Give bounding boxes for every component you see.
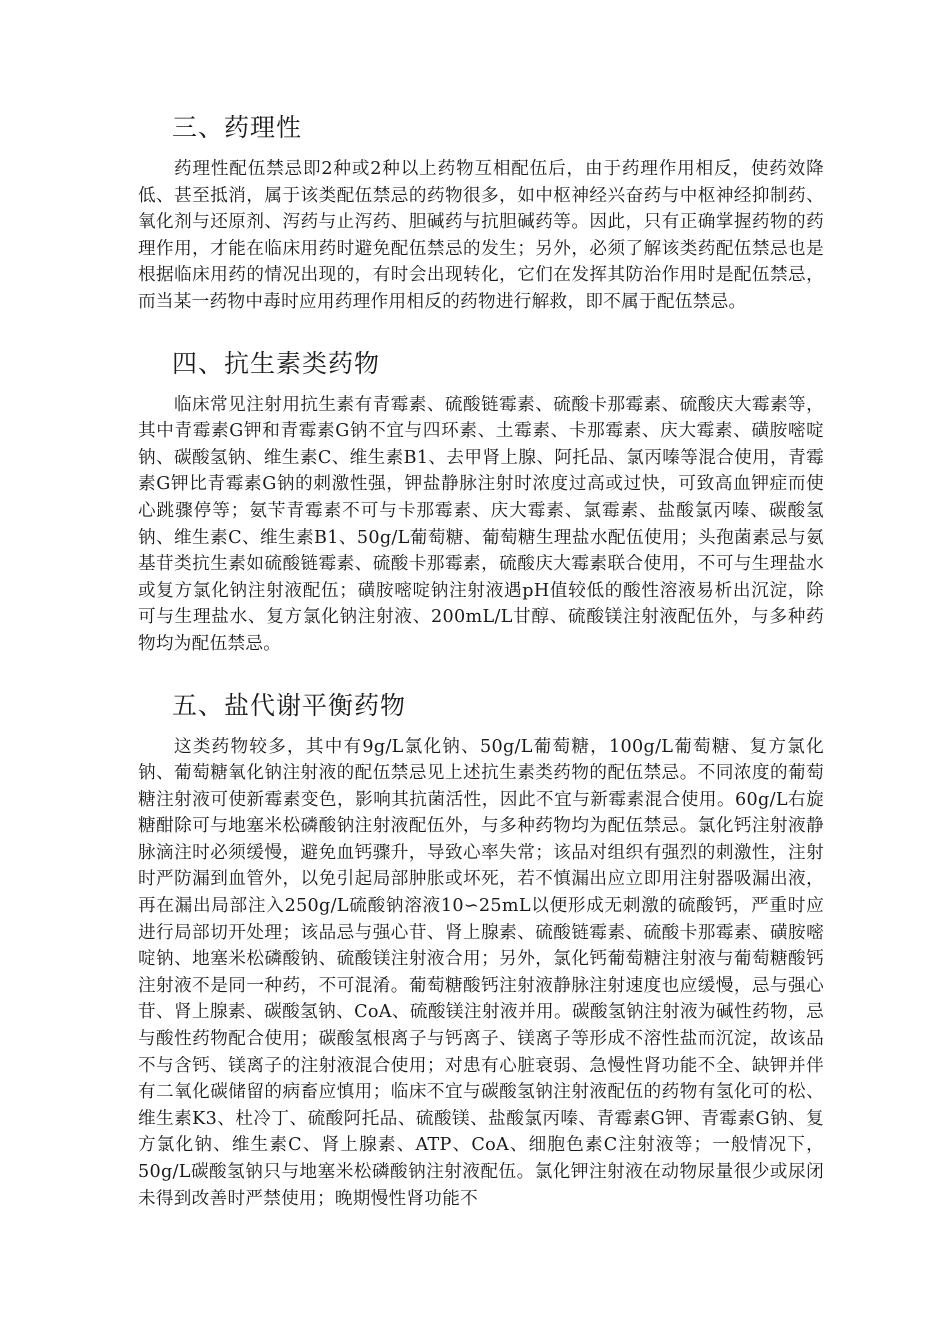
section-paragraph: 药理性配伍禁忌即2种或2种以上药物互相配伍后，由于药理作用相反，使药效降低、甚至抵消，属于该类配伍禁忌的药物很多，如中枢神经兴奋药与中枢神经抑制药、氧化剂与还原剂、泻药与止泻药、胆碱药与抗胆碱药等。因此，只有正确掌握药物的药理作用，才能在临床用药时避免配伍禁忌的发生；另外，必须了解该类药配伍禁忌也是根据临床用药的情况出现的，有时会出现转化，它们在发挥其防治作用时是配伍禁忌，而当某一药物中毒时应用药理作用相反的药物进行解救，即不属于配伍禁忌。 [138,159,824,312]
section-salt-metabolism [138,688,824,1213]
section-heading: 五、盐代谢平衡药物 [172,690,407,720]
section-heading: 四、抗生素类药物 [172,348,381,378]
section-pharmacology [138,110,824,316]
section-antibiotics [138,346,824,658]
section-paragraph: 临床常见注射用抗生素有青霉素、硫酸链霉素、硫酸卡那霉素、硫酸庆大霉素等，其中青霉素G钾和青霉素G钠不宜与四环素、土霉素、卡那霉素、庆大霉素、磺胺嘧啶钠、碳酸氢钠、维生素C、维生素B1、去甲肾上腺、阿托品、氯丙嗪等混合使用，青霉素G钾比青霉素G钠的刺激性强，钾盐静脉注射时浓度过高或过快，可致高血钾症而使心跳骤停等；氨苄青霉素不可与卡那霉素、庆大霉素、氯霉素、盐酸氯丙嗪、碳酸氢钠、维生素C、维生素B1、50g/L葡萄糖、葡萄糖生理盐水配伍使用；头孢菌素忌与氨基苷类抗生素如硫酸链霉素、硫酸卡那霉素，硫酸庆大霉素联合使用，不可与生理盐水或复方氯化钠注射液配伍；磺胺嘧啶钠注射液遇pH值较低的酸性溶液易析出沉淀，除可与生理盐水、复方氯化钠注射液、200mL/L甘醇、硫酸镁注射液配伍外，与多种药物均为配伍禁忌。 [138,394,824,654]
document-page [138,110,824,1242]
section-paragraph: 这类药物较多，其中有9g/L氯化钠、50g/L葡萄糖，100g/L葡萄糖、复方氯化钠、葡萄糖氧化钠注射液的配伍禁忌见上述抗生素类药物的配伍禁忌。不同浓度的葡萄糖注射液可使新霉素变色，影响其抗菌活性，因此不宜与新霉素混合使用。60g/L右旋糖酣除可与地塞米松磷酸钠注射液配伍外，与多种药物均为配伍禁忌。氯化钙注射液静脉滴注时必须缓慢，避免血钙骤升，导致心率失常；该品对组织有强烈的刺激性，注射时严防漏到血管外，以免引起局部肿胀或坏死，若不慎漏出应立即用注射器吸漏出液，再在漏出局部注入250g/L硫酸钠溶液10∽25mL以便形成无刺激的硫酸钙，严重时应进行局部切开处理；该品忌与强心苷、肾上腺素、硫酸链霉素、硫酸卡那霉素、磺胺嘧啶钠、地塞米松磷酸钠、硫酸镁注射液合用；另外，氯化钙葡萄糖注射液与葡萄糖酸钙注射液不是同一种药，不可混淆。葡萄糖酸钙注射液静脉注射速度也应缓慢，忌与强心苷、肾上腺素、碳酸氢钠、CoA、硫酸镁注射液并用。碳酸氢钠注射液为碱性药物，忌与酸性药物配合使用；碳酸氢根离子与钙离子、镁离子等形成不溶性盐而沉淀，故该品不与含钙、镁离子的注射液混合使用；对患有心脏衰弱、急慢性肾功能不全、缺钾并伴有二氧化碳储留的病畜应慎用；临床不宜与碳酸氢钠注射液配伍的药物有氢化可的松、维生素K3、杜冷丁、硫酸阿托品、硫酸镁、盐酸氯丙嗪、青霉素G钾、青霉素G钠、复方氯化钠、维生素C、肾上腺素、ATP、CoA、细胞色素C注射液等；一般情况下，50g/L碳酸氢钠只与地塞米松磷酸钠注射液配伍。氯化钾注射液在动物尿量很少或尿闭未得到改善时严禁使用；晚期慢性肾功能不 [138,736,824,1209]
section-heading: 三、药理性 [172,113,303,142]
